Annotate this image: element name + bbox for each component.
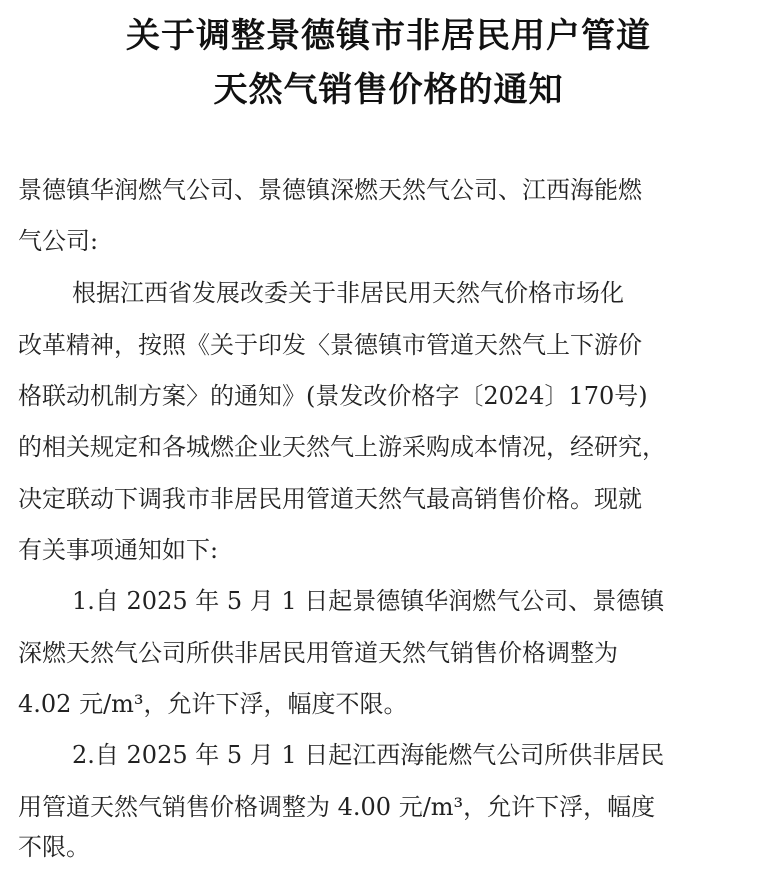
notice-title-line-1: 关于调整景德镇市非居民用户管道: [126, 16, 651, 56]
item-1-line-1: 1.自 2025 年 5 月 1 日起景德镇华润燃气公司、景德镇: [72, 587, 665, 615]
paragraph-1-line-3: 格联动机制方案〉的通知》(景发改价格字〔2024〕170号): [18, 382, 648, 410]
item-2-line-1: 2.自 2025 年 5 月 1 日起江西海能燃气公司所供非居民: [72, 741, 665, 769]
notice-title-line-2: 天然气销售价格的通知: [213, 70, 564, 110]
paragraph-1-line-4: 的相关规定和各城燃企业天然气上游采购成本情况，经研究，: [18, 433, 666, 461]
item-2-line-2: 用管道天然气销售价格调整为 4.00 元/m³，允许下浮，幅度: [18, 793, 656, 821]
item-2-line-3: 不限。: [18, 833, 90, 861]
paragraph-1-line-2: 改革精神，按照《关于印发〈景德镇市管道天然气上下游价: [18, 331, 642, 359]
item-1-line-3: 4.02 元/m³，允许下浮，幅度不限。: [18, 690, 408, 718]
item-1-line-2: 深燃天然气公司所供非居民用管道天然气销售价格调整为: [18, 639, 618, 667]
addressee-line-1: 景德镇华润燃气公司、景德镇深燃天然气公司、江西海能燃: [18, 176, 642, 204]
addressee-line-2: 气公司:: [18, 227, 99, 255]
paragraph-1-line-5: 决定联动下调我市非居民用管道天然气最高销售价格。现就: [18, 485, 642, 513]
paragraph-1-line-1: 根据江西省发展改委关于非居民用天然气价格市场化: [72, 279, 624, 307]
paragraph-1-line-6: 有关事项通知如下:: [18, 536, 219, 564]
